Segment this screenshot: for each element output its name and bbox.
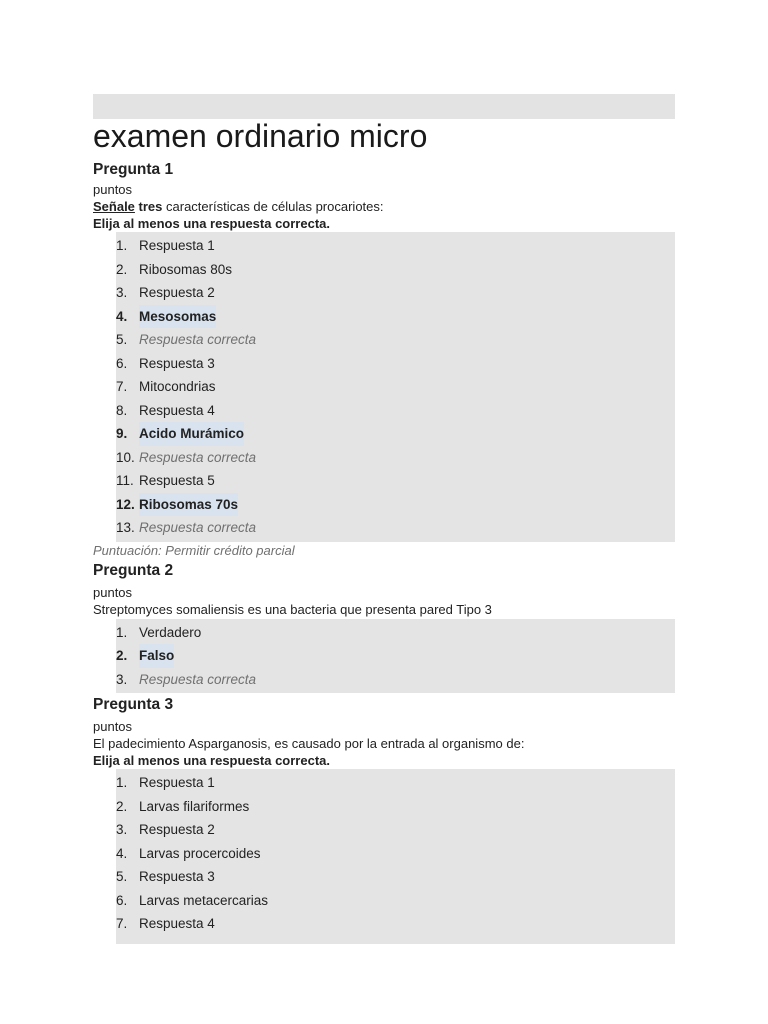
- prompt-word-tres: tres: [138, 199, 163, 214]
- correct-answer-hint: [116, 516, 675, 540]
- answer-text: Acido Murámico: [139, 422, 244, 446]
- answer-option[interactable]: [116, 258, 675, 282]
- answer-option[interactable]: [116, 865, 675, 889]
- answer-text: Verdadero: [139, 624, 202, 640]
- page-title: examen ordinario micro: [93, 118, 428, 154]
- question-2-heading: Pregunta 2: [93, 561, 174, 579]
- correct-answer-hint: [116, 446, 675, 470]
- question-1-scoring-note: Puntuación: Permitir crédito parcial: [93, 542, 295, 558]
- answer-number: 1.: [116, 238, 128, 253]
- answer-number: 7.: [116, 379, 128, 394]
- answer-number: 8.: [116, 402, 128, 418]
- answer-text: Respuesta 4: [139, 916, 215, 931]
- exam-page: [93, 94, 675, 944]
- answer-text: Falso: [139, 644, 174, 668]
- answer-option[interactable]: [116, 305, 675, 329]
- answer-number: 4.: [116, 308, 128, 324]
- answer-option[interactable]: [116, 621, 675, 645]
- correct-answer-hint: [116, 668, 675, 692]
- answer-text: Respuesta 1: [139, 775, 215, 790]
- answer-option[interactable]: [116, 889, 675, 913]
- correct-answer-hint: [116, 328, 675, 352]
- question-1-instruction: Elija al menos una respuesta correcta.: [93, 216, 330, 231]
- answer-number: 5.: [116, 869, 128, 884]
- answer-number: 11.: [116, 473, 134, 488]
- answer-number: 2.: [116, 261, 128, 277]
- answer-number: 2.: [116, 648, 128, 663]
- answer-text: Respuesta 2: [139, 285, 215, 300]
- answer-text: Ribosomas 70s: [139, 493, 238, 517]
- answer-option[interactable]: [116, 795, 675, 819]
- answer-number: 4.: [116, 845, 128, 861]
- question-3-instruction: Elija al menos una respuesta correcta.: [93, 753, 330, 768]
- answer-number: 12.: [116, 496, 135, 512]
- answer-text: Respuesta 4: [139, 402, 215, 418]
- question-3-prompt: El padecimiento Asparganosis, es causado por la entrada al organismo de:: [93, 736, 525, 751]
- answer-text: Larvas filariformes: [139, 798, 250, 814]
- answer-number: 6.: [116, 355, 128, 371]
- answer-number: 3.: [116, 671, 128, 687]
- answer-text: Respuesta 5: [139, 473, 215, 488]
- question-1-answer-list: [116, 232, 675, 542]
- answer-number: 1.: [116, 624, 128, 640]
- question-3-heading: Pregunta 3: [93, 696, 174, 713]
- question-2-prompt: Streptomyces somaliensis es una bacteria que presenta pared Tipo 3: [93, 601, 492, 617]
- answer-number: 7.: [116, 916, 128, 931]
- prompt-rest: características de células procariotes:: [162, 199, 384, 214]
- answer-text: Mesosomas: [139, 305, 216, 329]
- answer-option[interactable]: [116, 842, 675, 866]
- answer-option[interactable]: [116, 771, 675, 795]
- answer-option[interactable]: [116, 493, 675, 517]
- prompt-word-senale: Señale: [93, 199, 135, 214]
- answer-option[interactable]: [116, 912, 675, 936]
- answer-option[interactable]: [116, 375, 675, 399]
- question-3-points: puntos: [93, 719, 133, 734]
- answer-text: Respuesta correcta: [139, 332, 257, 347]
- question-1-prompt: [93, 198, 675, 215]
- answer-option[interactable]: [116, 399, 675, 423]
- answer-text: Respuesta 3: [139, 869, 215, 884]
- answer-text: Larvas metacercarias: [139, 892, 269, 908]
- answer-text: Respuesta correcta: [139, 520, 257, 535]
- answer-number: 1.: [116, 775, 128, 790]
- question-3-answer-list: [116, 769, 675, 944]
- question-1: [93, 159, 675, 559]
- answer-text: Respuesta correcta: [139, 449, 257, 465]
- answer-number: 6.: [116, 892, 128, 908]
- header-bar: [93, 94, 675, 119]
- answer-option[interactable]: [116, 644, 675, 668]
- answer-number: 3.: [116, 285, 128, 300]
- answer-number: 2.: [116, 798, 128, 814]
- question-2-points: puntos: [93, 584, 133, 600]
- answer-option[interactable]: [116, 469, 675, 493]
- answer-number: 3.: [116, 822, 128, 837]
- answer-text: Respuesta 1: [139, 238, 215, 253]
- answer-text: Larvas procercoides: [139, 845, 261, 861]
- answer-option[interactable]: [116, 422, 675, 446]
- answer-number: 9.: [116, 426, 128, 441]
- question-2-answer-list: [116, 619, 675, 694]
- question-3: [93, 694, 675, 944]
- question-2: [93, 560, 675, 694]
- answer-option[interactable]: [116, 281, 675, 305]
- answer-option[interactable]: [116, 352, 675, 376]
- answer-option[interactable]: [116, 234, 675, 258]
- answer-option[interactable]: [116, 818, 675, 842]
- answer-number: 10.: [116, 449, 135, 465]
- answer-number: 13.: [116, 520, 135, 535]
- question-1-heading: Pregunta 1: [93, 161, 174, 178]
- answer-text: Respuesta 3: [139, 355, 215, 371]
- answer-text: Mitocondrias: [139, 379, 216, 394]
- answer-text: Respuesta 2: [139, 822, 215, 837]
- question-1-points: puntos: [93, 182, 133, 197]
- answer-text: Ribosomas 80s: [139, 261, 233, 277]
- answer-text: Respuesta correcta: [139, 671, 257, 687]
- answer-number: 5.: [116, 332, 128, 347]
